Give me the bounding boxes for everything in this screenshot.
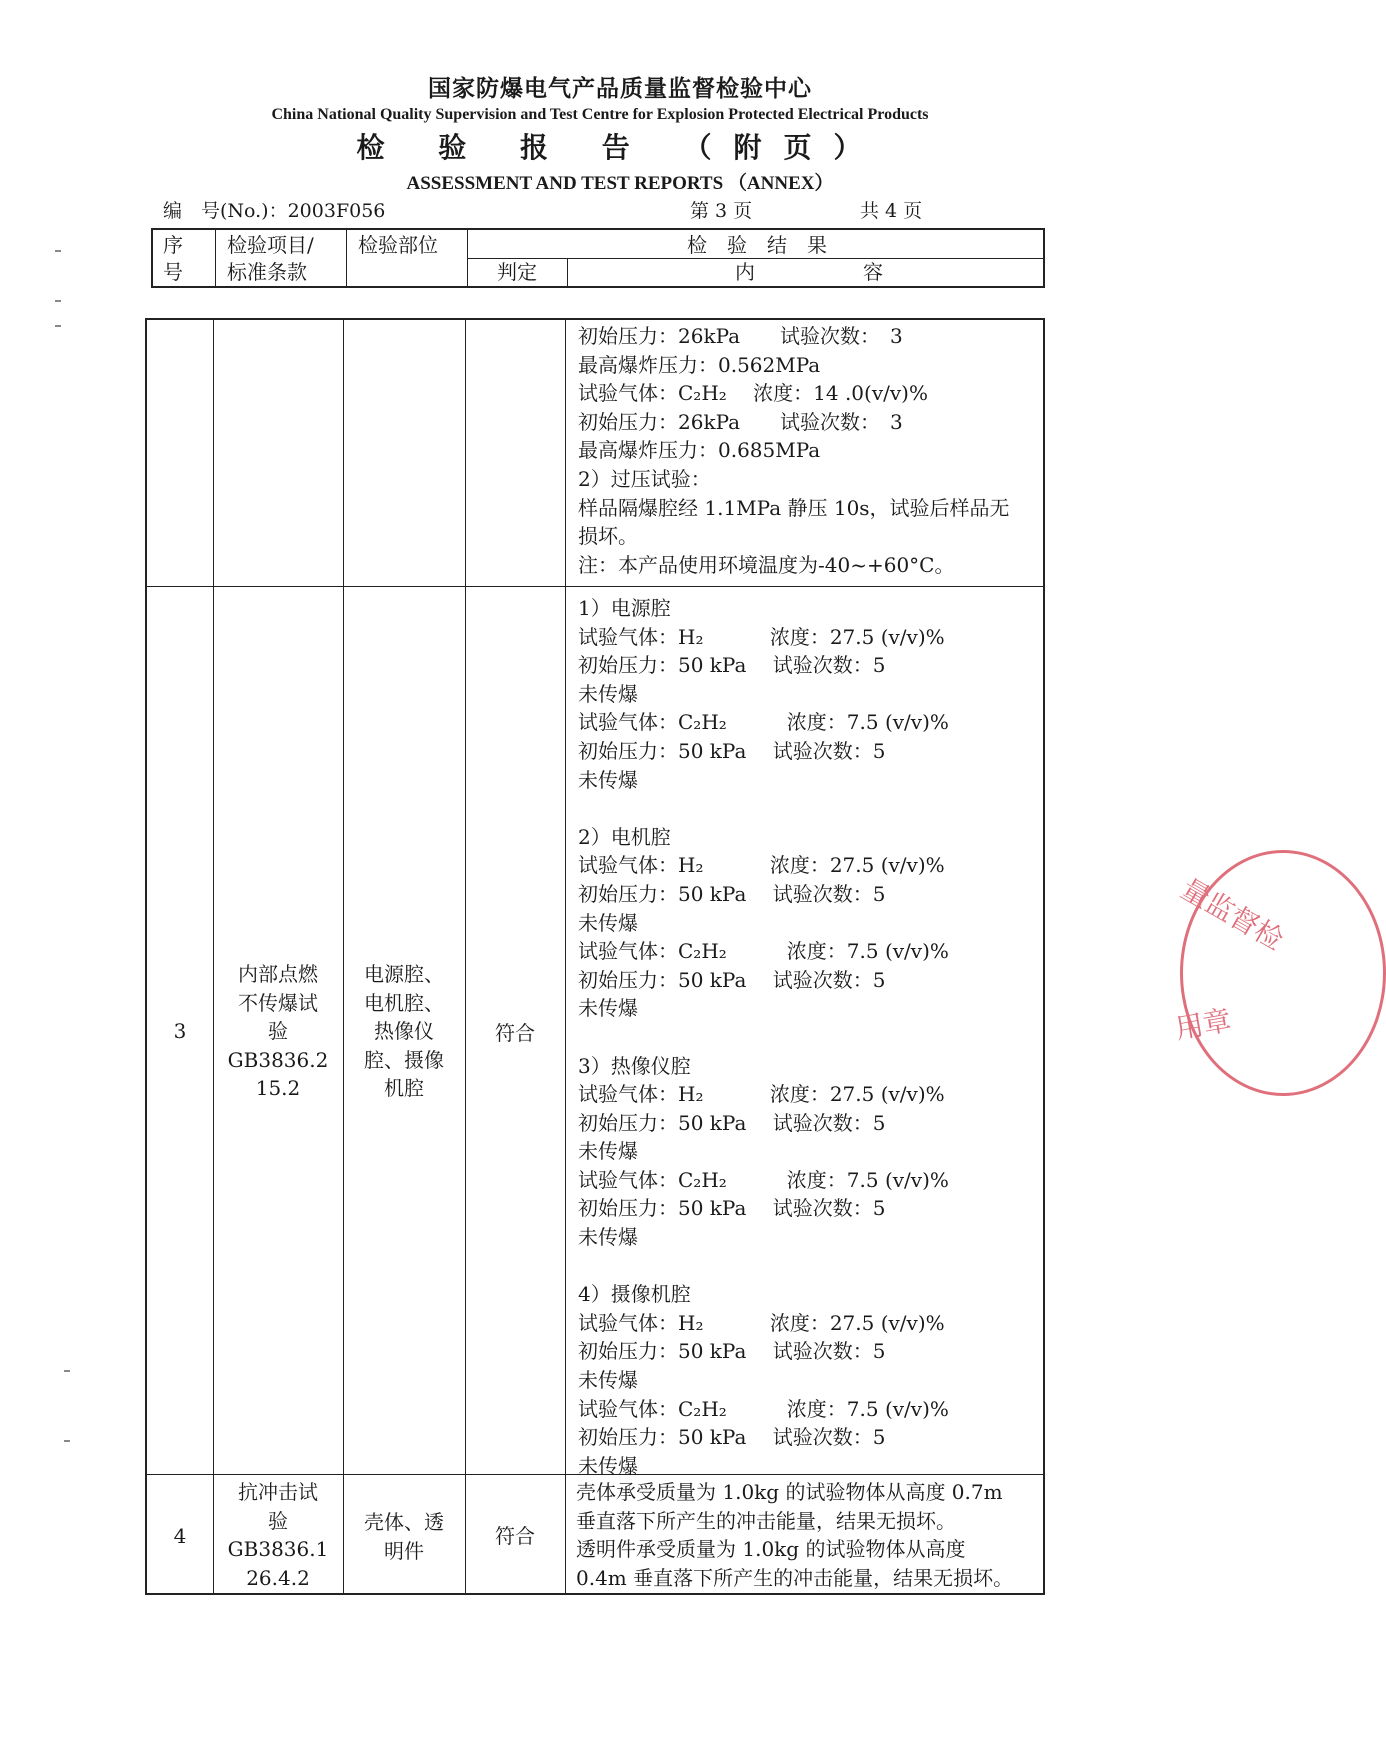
col-judge: 判定 [497,260,537,284]
col-part: 检验部位 [358,233,438,257]
org-title-en: China National Quality Supervision and Test Centre for Explosion Protected Electrical Products [271,106,929,123]
col-seq-a: 序 [163,233,183,257]
row-part: 电源腔、 电机腔、 热像仪 腔、摄像 机腔 [364,962,444,1101]
col-result: 检 验 结 果 [687,233,827,257]
report-number: 编 号(No.)：2003F056 [163,200,386,222]
org-title-cn: 国家防爆电气产品质量监督检验中心 [428,75,812,102]
col-content-a: 内 [735,260,755,284]
scan-mark [64,1370,70,1372]
scan-mark [55,325,61,327]
page-number: 第 3 页 [690,200,753,222]
row-item: 内部点燃 不传爆试 验 GB3836.2 15.2 [227,962,329,1101]
row-content: 壳体承受质量为 1.0kg 的试验物体从高度 0.7m 垂直落下所产生的冲击能量，结果无损坏。 透明件承受质量为 1.0kg 的试验物体从高度 0.4m 垂直落下所产生的冲击能量，结果无损坏。 [576,1480,1014,1590]
row-content: 1）电源腔 试验气体：H₂ 浓度：27.5 (v/v)% 初始压力：50 kPa 试验次数：5 未传爆 试验气体：C₂H₂ 浓度：7.5 (v/v)% 初始压力：50 kPa 试验次数：5 未传爆 2）电机腔 试验气体：H₂ 浓度：27.5 (v/v)% 初始压力：50 kPa 试验次数：5 未传爆 试验气体：C₂H₂ 浓度：7.5 (v/v)% 初始压力：50 kPa 试验次数：5 未传爆 3）热像仪腔 试验气体：H₂ 浓度：27.5 (v/v)% 初始压力：50 kPa 试验次数：5 未传爆 试验气体：C₂H₂ 浓度：7.5 (v/v)% 初始压力：50 kPa 试验次数：5 未传爆 4）摄像机腔 试验气体：H₂ 浓度：27.5 (v/v)% 初始压力：50 kPa 试验次数：5 未传爆 试验气体：C₂H₂ 浓度：7.5 (v/v)% 初始压力：50 kPa 试验次数：5 未传爆 [578,596,949,1478]
row-judge: 符合 [495,1524,535,1548]
col-seq-b: 号 [163,260,183,284]
scan-mark [55,250,61,252]
row-seq: 3 [173,1019,187,1043]
row-part: 壳体、透 明件 [364,1510,444,1563]
report-title-en: ASSESSMENT AND TEST REPORTS （ANNEX） [406,173,834,194]
page-total: 共 4 页 [860,200,923,222]
col-content-b: 容 [863,260,883,284]
results-table: 初始压力：26kPa 试验次数： 3 最高爆炸压力：0.562MPa 试验气体：C₂H₂ 浓度：14 .0(v/v)% 初始压力：26kPa 试验次数： 3 最高爆炸压力：0.685MPa 2）过压试验： 样品隔爆腔经 1.1MPa 静压 10s，试验后样品无 损坏。 注：本产品使用环境温度为-40~+60°C。 3 内部点燃 不传爆试 验 GB3836.2 15.2 电源腔、 电机腔、 热像仪 腔、摄像 机腔 符合 1）电源腔 试验气体：H₂ 浓度：27.5 (v/v)% 初始压力：50 kPa 试验次数：5 未传爆 试验气体：C₂H₂ 浓度：7.5 (v/v)% 初始压力：50 kPa 试验次数：5 未传爆 2）电机腔 试验气体：H₂ 浓度：27.5 (v/v)% 初始压力：50 kPa 试验次数：5 未传爆 试验气体：C₂H₂ 浓度：7.5 (v/v)% 初始压力：50 kPa 试验次数：5 未传爆 3）热像仪腔 试验气体：H₂ 浓度：27.5 (v/v)% 初始压力：50 kPa 试验次数：5 未传爆 试验气体：C₂H₂ 浓度：7.5 (v/v)% 初始压力：50 kPa 试验次数：5 未传爆 4）摄像机腔 试验气体：H₂ 浓度：27.5 (v/v)% 初始压力：50 kPa 试验次数：5 未传爆 试验气体：C₂H₂ 浓度：7.5 (v/v)% 初始压力：50 kPa 试验次数：5 未传爆 4 抗冲击试 验 GB3836.1 26.4.2 壳体、透 明件 符合 壳体承受质量为 1.0kg 的试验物体从高度 0.7m 垂直落下所产生的冲击能量，结果无损坏。 透明件承受质量为 1.0kg 的试验物体从高度 0.4m 垂直落下所产生的冲击能量，结果无损坏。 [145,318,1045,1595]
scan-mark [64,1440,70,1442]
row-judge: 符合 [495,1021,535,1045]
report-title-cn: 检 验 报 告 （附页） [356,131,884,164]
scan-mark [55,300,61,302]
column-header [151,228,1045,288]
col-item-b: 标准条款 [227,260,307,284]
official-stamp: 量监督检 用章 [1180,850,1386,1096]
col-item-a: 检验项目/ [227,233,314,257]
row-item: 抗冲击试 验 GB3836.1 26.4.2 [227,1480,329,1590]
row-seq: 4 [173,1524,187,1548]
